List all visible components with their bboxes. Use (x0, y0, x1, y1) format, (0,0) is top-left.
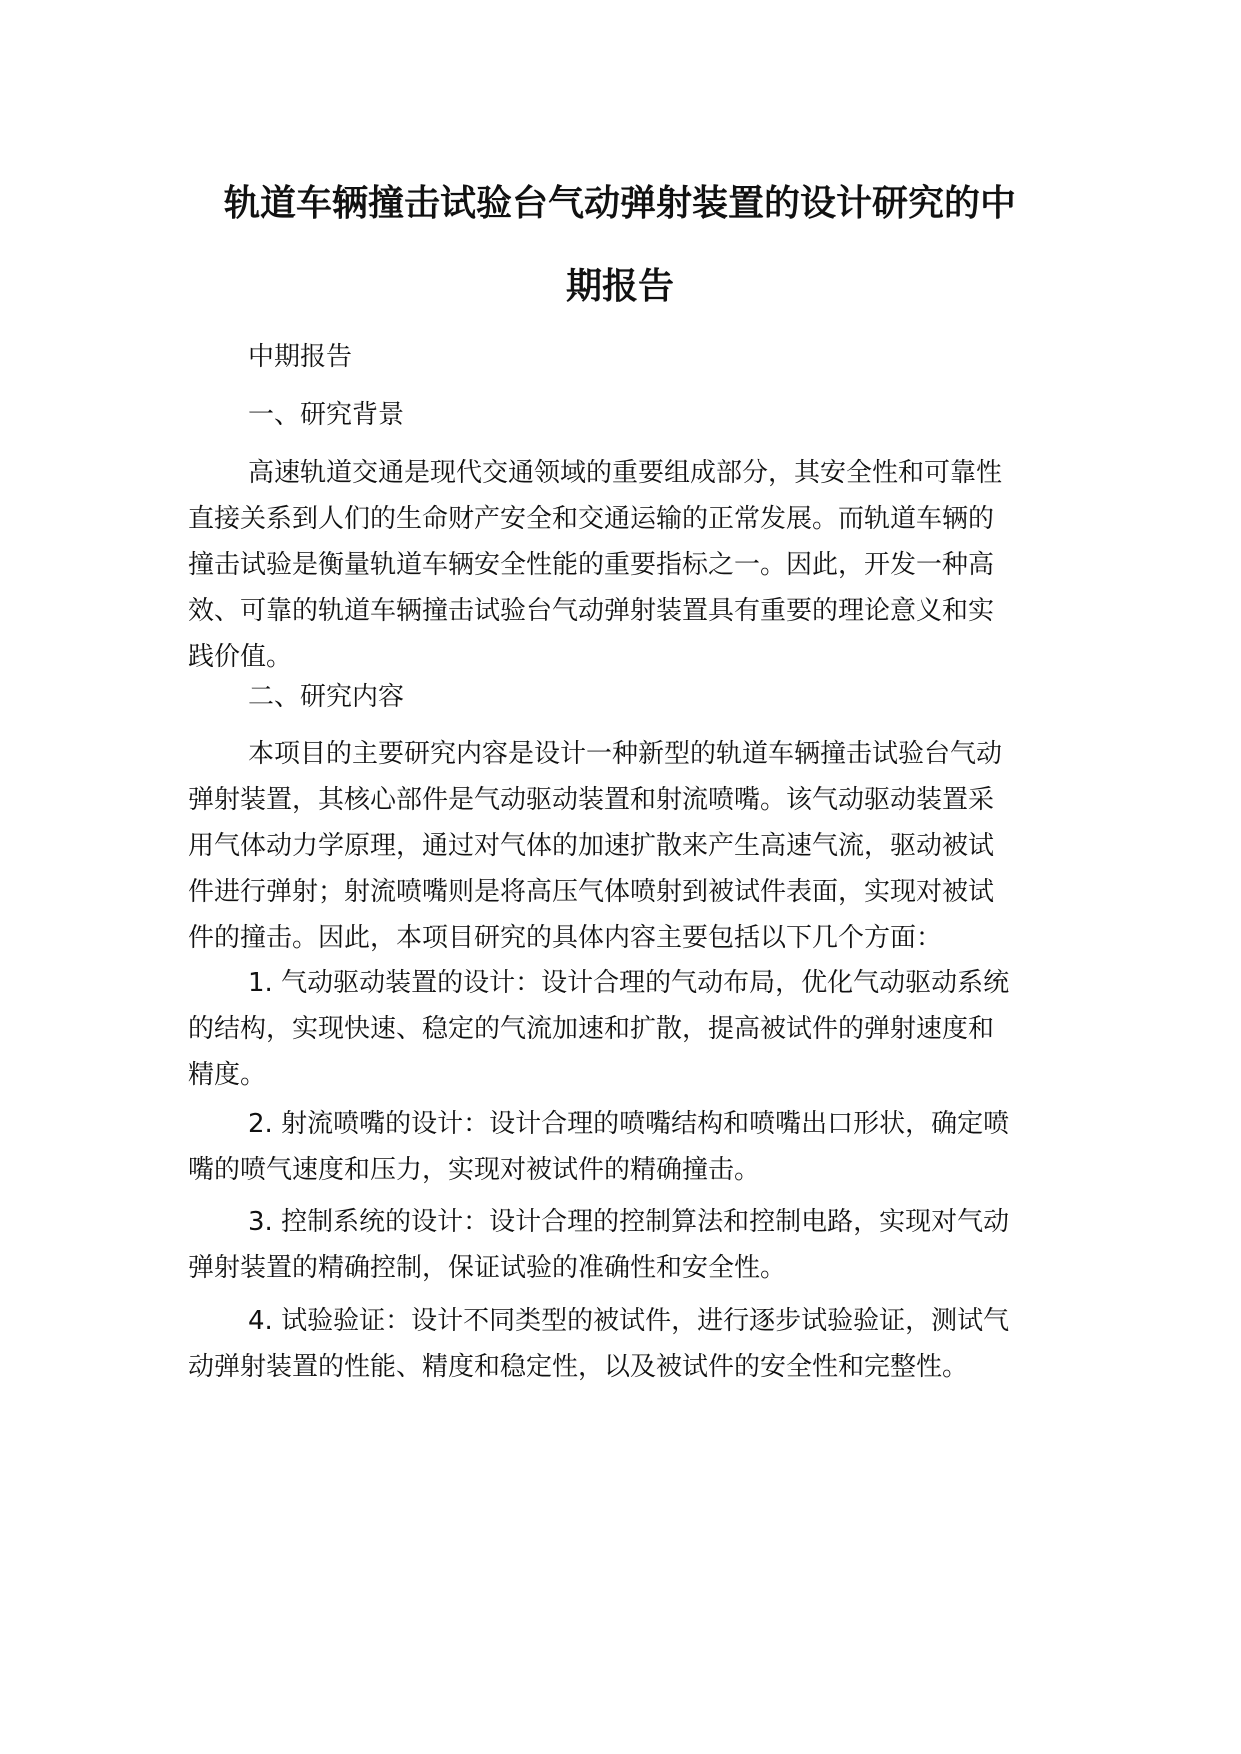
document-title-line-1: 轨道车辆撞击试验台气动弹射装置的设计研究的中 (223, 183, 1016, 224)
paragraph-line: 件的撞击。因此，本项目研究的具体内容主要包括以下几个方面： (188, 923, 943, 953)
paragraph-line: 弹射装置的精确控制，保证试验的准确性和安全性。 (188, 1253, 787, 1283)
paragraph-research-content (188, 731, 1058, 961)
paragraph-line: 2. 射流喷嘴的设计：设计合理的喷嘴结构和喷嘴出口形状，确定喷 (248, 1109, 1010, 1139)
paragraph-research-background (188, 450, 1058, 680)
document-title-line-2: 期报告 (565, 266, 674, 307)
paragraph-line: 嘴的喷气速度和压力，实现对被试件的精确撞击。 (188, 1155, 761, 1185)
section-label-midterm: 中期报告 (248, 342, 353, 372)
list-item-jet-nozzle-design (188, 1101, 1058, 1193)
paragraph-line: 直接关系到人们的生命财产安全和交通运输的正常发展。而轨道车辆的 (188, 504, 995, 534)
paragraph-line: 件进行弹射；射流喷嘴则是将高压气体喷射到被试件表面，实现对被试 (188, 877, 995, 907)
list-item-pneumatic-drive-design (188, 960, 1058, 1098)
paragraph-line: 撞击试验是衡量轨道车辆安全性能的重要指标之一。因此，开发一种高 (188, 550, 995, 580)
paragraph-line: 效、可靠的轨道车辆撞击试验台气动弹射装置具有重要的理论意义和实 (188, 596, 995, 626)
paragraph-line: 4. 试验验证：设计不同类型的被试件，进行逐步试验验证，测试气 (248, 1306, 1010, 1336)
list-item-control-system-design (188, 1199, 1058, 1291)
heading-research-background: 一、研究背景 (248, 400, 405, 430)
heading-research-content: 二、研究内容 (248, 682, 405, 712)
paragraph-line: 本项目的主要研究内容是设计一种新型的轨道车辆撞击试验台气动 (248, 739, 1003, 769)
paragraph-line: 高速轨道交通是现代交通领域的重要组成部分，其安全性和可靠性 (248, 458, 1003, 488)
paragraph-line: 践价值。 (188, 642, 293, 672)
paragraph-line: 3. 控制系统的设计：设计合理的控制算法和控制电路，实现对气动 (248, 1207, 1010, 1237)
paragraph-line: 弹射装置，其核心部件是气动驱动装置和射流喷嘴。该气动驱动装置采 (188, 785, 995, 815)
paragraph-line: 的结构，实现快速、稳定的气流加速和扩散，提高被试件的弹射速度和 (188, 1014, 995, 1044)
list-item-test-verification (188, 1298, 1058, 1390)
paragraph-line: 精度。 (188, 1060, 267, 1090)
paragraph-line: 动弹射装置的性能、精度和稳定性，以及被试件的安全性和完整性。 (188, 1352, 969, 1382)
paragraph-line: 1. 气动驱动装置的设计：设计合理的气动布局，优化气动驱动系统 (248, 968, 1010, 998)
paragraph-line: 用气体动力学原理，通过对气体的加速扩散来产生高速气流，驱动被试 (188, 831, 995, 861)
